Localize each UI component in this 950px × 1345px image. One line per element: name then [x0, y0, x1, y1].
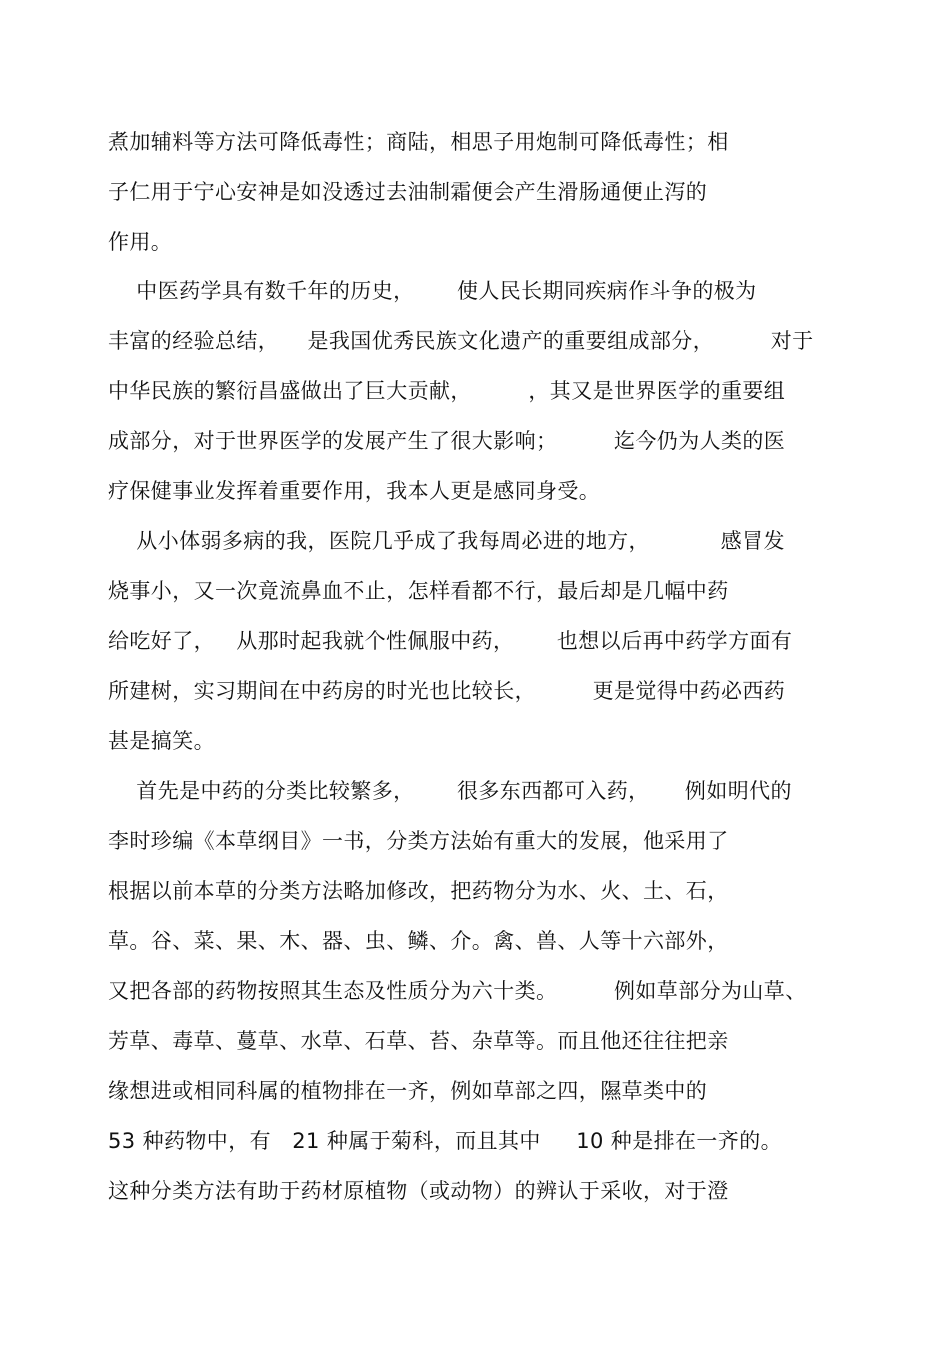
text-line: 中医药学具有数千年的历史， 使人民长期同疾病作斗争的极为	[108, 279, 757, 303]
text-line: 草。谷、菜、果、木、器、虫、鳞、介。禽、兽、人等十六部外，	[108, 929, 729, 953]
text-line: 中华民族的繁衍昌盛做出了巨大贡献， ，其又是世界医学的重要组	[108, 379, 786, 403]
text-line: 烧事小，又一次竟流鼻血不止，怎样看都不行，最后却是几幅中药	[108, 579, 729, 603]
text-line: 所建树，实习期间在中药房的时光也比较长， 更是觉得中药必西药	[108, 679, 786, 703]
text-line: 李时珍编《本草纲目》一书，分类方法始有重大的发展，他采用了	[108, 829, 729, 853]
text-line: 53 种药物中，有 21 种属于菊科，而且其中 10 种是排在一齐的。	[108, 1129, 782, 1153]
text-line: 甚是搞笑。	[108, 729, 215, 753]
text-line: 从小体弱多病的我，医院几乎成了我每周必进的地方， 感冒发	[108, 529, 785, 553]
text-line: 成部分，对于世界医学的发展产生了很大影响； 迄今仍为人类的医	[108, 429, 786, 453]
text-line: 作用。	[108, 230, 173, 254]
text-line: 这种分类方法有助于药材原植物（或动物）的辨认于采收，对于澄	[108, 1179, 729, 1203]
text-line: 芳草、毒草、蔓草、水草、石草、苔、杂草等。而且他还往往把亲	[108, 1029, 729, 1053]
text-line: 煮加辅料等方法可降低毒性；商陆，相思子用炮制可降低毒性；相	[108, 130, 729, 154]
text-line: 又把各部的药物按照其生态及性质分为六十类。 例如草部分为山草、	[108, 979, 807, 1003]
text-line: 给吃好了， 从那时起我就个性佩服中药， 也想以后再中药学方面有	[108, 629, 793, 653]
text-line: 首先是中药的分类比较繁多， 很多东西都可入药， 例如明代的	[108, 779, 792, 803]
text-line: 丰富的经验总结， 是我国优秀民族文化遗产的重要组成部分， 对于	[108, 329, 814, 353]
text-line: 根据以前本草的分类方法略加修改，把药物分为水、火、土、石，	[108, 879, 729, 903]
text-line: 疗保健事业发挥着重要作用，我本人更是感同身受。	[108, 479, 601, 503]
text-line: 子仁用于宁心安神是如没透过去油制霜便会产生滑肠通便止泻的	[108, 180, 708, 204]
text-line: 缘想进或相同科属的植物排在一齐，例如草部之四，隰草类中的	[108, 1079, 708, 1103]
